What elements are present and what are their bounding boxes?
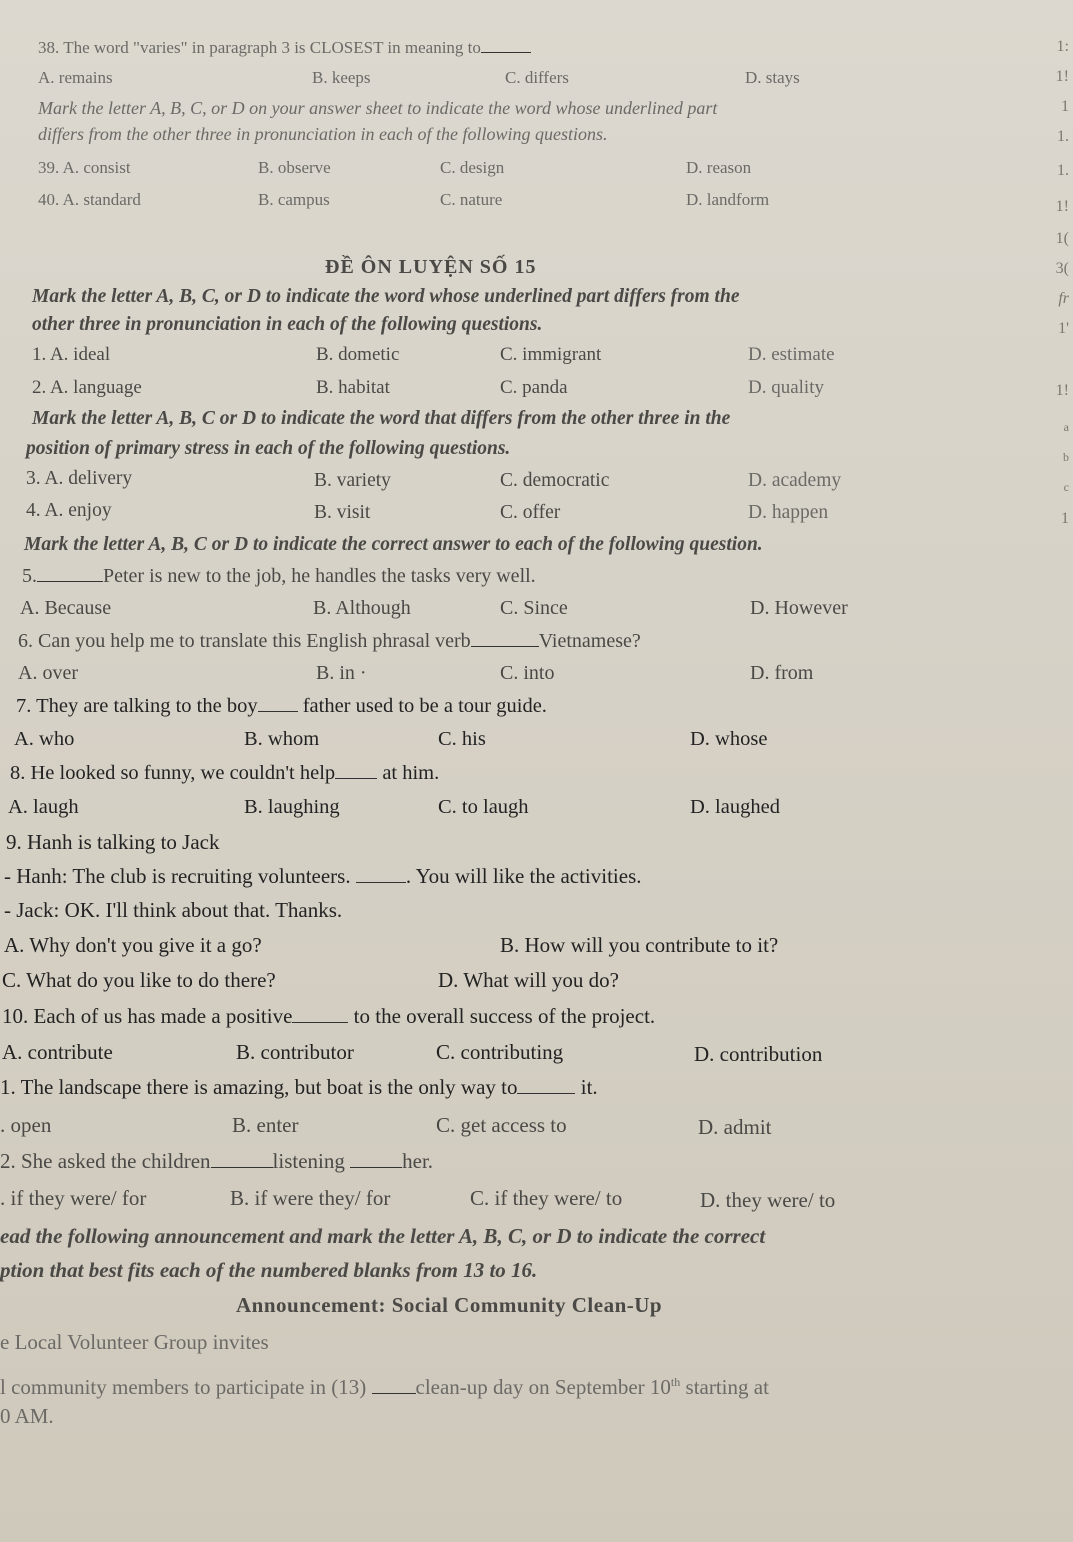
q11-stem-part1: 1. The landscape there is amazing, but boat is the only way to <box>0 1075 518 1099</box>
q7-stem-part1: 7. They are talking to the boy <box>16 695 258 717</box>
q38-option-a[interactable]: A. remains <box>38 68 113 87</box>
q9-dialogue-jack: - Jack: OK. I'll think about that. Thanks. <box>4 898 343 922</box>
edge-mark: 1 <box>1061 98 1069 115</box>
q40-option-c[interactable]: C. nature <box>440 190 503 209</box>
answer-blank[interactable] <box>258 710 298 712</box>
q10-option-b[interactable]: B. contributor <box>236 1040 354 1064</box>
answer-blank[interactable] <box>211 1166 273 1168</box>
q38-option-c[interactable]: C. differs <box>505 68 569 87</box>
q8-option-d[interactable]: D. laughed <box>690 796 780 818</box>
q12-option-d[interactable]: D. they were/ to <box>700 1188 836 1212</box>
q7-stem <box>16 695 547 718</box>
q3-option-a[interactable]: 3. A. delivery <box>26 468 133 489</box>
q2-option-a[interactable]: 2. A. language <box>32 377 142 398</box>
q9-hanh-text-2: . You will like the activities. <box>405 864 642 888</box>
q3-option-b[interactable]: B. variety <box>314 470 391 491</box>
q12-stem-part2: listening <box>272 1149 345 1173</box>
q11-stem <box>0 1075 598 1100</box>
section1-instruction-2: other three in pronunciation in each of the following questions. <box>32 314 543 335</box>
q6-stem <box>18 630 641 653</box>
announcement-text-2: clean-up day on September 10 <box>415 1375 671 1399</box>
edge-mark: 1' <box>1058 320 1069 337</box>
q7-stem-part2: father used to be a tour guide. <box>302 695 547 717</box>
announcement-paragraph-line2 <box>0 1375 769 1400</box>
answer-blank[interactable] <box>350 1166 402 1168</box>
q9-hanh-text: - Hanh: The club is recruiting volunteers. <box>4 864 351 888</box>
q5-option-a[interactable]: A. Because <box>20 597 112 619</box>
edge-mark: 1! <box>1055 68 1069 85</box>
q4-option-b[interactable]: B. visit <box>314 502 371 523</box>
test-title: ĐỀ ÔN LUYỆN SỐ 15 <box>325 256 537 278</box>
edge-mark: a <box>1063 420 1069 434</box>
q40-option-d[interactable]: D. landform <box>686 190 770 209</box>
q11-option-d[interactable]: D. admit <box>698 1115 772 1139</box>
edge-mark: 1. <box>1057 128 1069 145</box>
q12-stem <box>0 1149 433 1174</box>
q3-option-c[interactable]: C. democratic <box>500 470 610 491</box>
q8-option-c[interactable]: C. to laugh <box>438 796 529 818</box>
q8-option-a[interactable]: A. laugh <box>8 796 79 818</box>
q8-stem-part2: at him. <box>382 762 440 784</box>
q1-option-b[interactable]: B. dometic <box>316 344 400 365</box>
q10-option-d[interactable]: D. contribution <box>694 1042 823 1066</box>
edge-mark: 1( <box>1055 230 1069 247</box>
edge-mark: 1! <box>1055 198 1069 215</box>
announcement-paragraph-line1: e Local Volunteer Group invites <box>0 1330 269 1354</box>
edge-mark: 1. <box>1057 162 1069 179</box>
q1-option-d[interactable]: D. estimate <box>748 344 835 365</box>
q38-option-d[interactable]: D. stays <box>745 68 800 87</box>
q39-option-a[interactable]: 39. A. consist <box>38 158 131 177</box>
section4-instruction-2: ption that best fits each of the numbered blanks from 13 to 16. <box>0 1258 538 1282</box>
edge-mark: 3( <box>1055 260 1069 277</box>
q11-option-a[interactable]: . open <box>0 1113 52 1137</box>
q10-stem-part1: 10. Each of us has made a positive <box>2 1004 293 1028</box>
q10-option-a[interactable]: A. contribute <box>2 1040 113 1064</box>
q11-stem-part2: it. <box>580 1075 598 1099</box>
q38-stem <box>38 38 531 58</box>
q39-option-b[interactable]: B. observe <box>258 158 331 177</box>
edge-mark: 1 <box>1061 510 1069 527</box>
q11-option-c[interactable]: C. get access to <box>436 1113 567 1137</box>
edge-mark: 1! <box>1055 382 1069 399</box>
q10-stem-part2: to the overall success of the project. <box>353 1004 656 1028</box>
section1-instruction: Mark the letter A, B, C, or D to indicate the word whose underlined part differs from the <box>32 286 740 307</box>
blank <box>481 51 531 53</box>
announcement-paragraph-line3: 0 AM. <box>0 1404 54 1428</box>
q9-option-b[interactable]: B. How will you contribute to it? <box>500 933 779 957</box>
edge-mark: b <box>1063 450 1069 464</box>
q5-number: 5. <box>22 565 37 587</box>
answer-blank[interactable] <box>37 580 103 582</box>
q9-option-a[interactable]: A. Why don't you give it a go? <box>4 933 262 957</box>
q7-option-a[interactable]: A. who <box>14 728 75 750</box>
q6-option-b[interactable]: B. in · <box>316 662 367 684</box>
q12-stem-part1: 2. She asked the children <box>0 1149 211 1173</box>
answer-blank[interactable] <box>356 881 406 883</box>
q4-option-d[interactable]: D. happen <box>748 502 829 523</box>
q38-stem-text: 38. The word "varies" in paragraph 3 is CLOSEST in meaning to <box>38 38 481 57</box>
q12-option-b[interactable]: B. if were they/ for <box>230 1186 391 1210</box>
announcement-heading: Announcement: Social Community Clean-Up <box>236 1293 663 1317</box>
instruction-pronunciation-top-2: differs from the other three in pronunciation in each of the following questions. <box>38 124 608 144</box>
q7-option-b[interactable]: B. whom <box>244 728 320 750</box>
section2-instruction-2: position of primary stress in each of the following questions. <box>26 438 511 459</box>
q12-option-a[interactable]: . if they were/ for <box>0 1186 147 1210</box>
answer-blank[interactable] <box>335 777 377 779</box>
q2-option-c[interactable]: C. panda <box>500 377 568 398</box>
q5-option-c[interactable]: C. Since <box>500 597 568 619</box>
q40-option-a[interactable]: 40. A. standard <box>38 190 141 209</box>
q1-option-c[interactable]: C. immigrant <box>500 344 602 365</box>
q8-stem-part1: 8. He looked so funny, we couldn't help <box>10 762 336 784</box>
q9-option-c[interactable]: C. What do you like to do there? <box>2 968 276 992</box>
q12-option-c[interactable]: C. if they were/ to <box>470 1186 623 1210</box>
section3-instruction: Mark the letter A, B, C or D to indicate the correct answer to each of the following question. <box>24 534 763 555</box>
q8-stem <box>10 762 439 785</box>
announcement-text-3: starting at <box>680 1375 769 1399</box>
section4-instruction: ead the following announcement and mark the letter A, B, C, or D to indicate the correct <box>0 1224 766 1248</box>
q12-stem-part3: her. <box>402 1149 434 1173</box>
q5-stem-text: Peter is new to the job, he handles the tasks very well. <box>103 565 536 587</box>
q6-option-a[interactable]: A. over <box>18 662 78 684</box>
instruction-pronunciation-top: Mark the letter A, B, C, or D on your answer sheet to indicate the word whose underlined part <box>38 98 718 118</box>
q10-stem <box>2 1004 655 1029</box>
edge-mark: c <box>1063 480 1069 494</box>
q9-option-d[interactable]: D. What will you do? <box>438 968 620 992</box>
q2-option-b[interactable]: B. habitat <box>316 377 390 398</box>
q7-option-d[interactable]: D. whose <box>690 728 768 750</box>
edge-mark: 1: <box>1056 38 1069 55</box>
q6-option-c[interactable]: C. into <box>500 662 555 684</box>
q10-option-c[interactable]: C. contributing <box>436 1040 564 1064</box>
q9-dialogue-hanh <box>4 864 642 889</box>
answer-blank[interactable] <box>292 1021 348 1023</box>
q4-option-c[interactable]: C. offer <box>500 502 561 523</box>
q5-stem <box>22 565 536 588</box>
q6-stem-part2: Vietnamese? <box>538 630 641 652</box>
q3-option-d[interactable]: D. academy <box>748 470 842 491</box>
q8-option-b[interactable]: B. laughing <box>244 796 340 818</box>
q7-option-c[interactable]: C. his <box>438 728 486 750</box>
q6-option-d[interactable]: D. from <box>750 662 814 684</box>
q5-option-d[interactable]: D. However <box>750 597 848 619</box>
q11-option-b[interactable]: B. enter <box>232 1113 299 1137</box>
answer-blank[interactable] <box>517 1092 575 1094</box>
q38-option-b[interactable]: B. keeps <box>312 68 371 87</box>
q1-option-a[interactable]: 1. A. ideal <box>32 344 111 365</box>
q40-option-b[interactable]: B. campus <box>258 190 330 209</box>
q6-stem-part1: 6. Can you help me to translate this English phrasal verb <box>18 630 471 652</box>
ordinal-suffix: th <box>670 1375 681 1389</box>
q39-option-d[interactable]: D. reason <box>686 158 752 177</box>
answer-blank-13[interactable] <box>372 1392 416 1394</box>
announcement-text: l community members to participate in (13) <box>0 1375 367 1399</box>
q4-option-a[interactable]: 4. A. enjoy <box>26 500 112 521</box>
q2-option-d[interactable]: D. quality <box>748 377 824 398</box>
q9-stem: 9. Hanh is talking to Jack <box>6 830 220 854</box>
q39-option-c[interactable]: C. design <box>440 158 505 177</box>
q5-option-b[interactable]: B. Although <box>313 597 411 619</box>
edge-mark: fr <box>1058 290 1069 307</box>
answer-blank[interactable] <box>471 645 539 647</box>
section2-instruction: Mark the letter A, B, C or D to indicate the word that differs from the other three in the <box>32 408 731 429</box>
